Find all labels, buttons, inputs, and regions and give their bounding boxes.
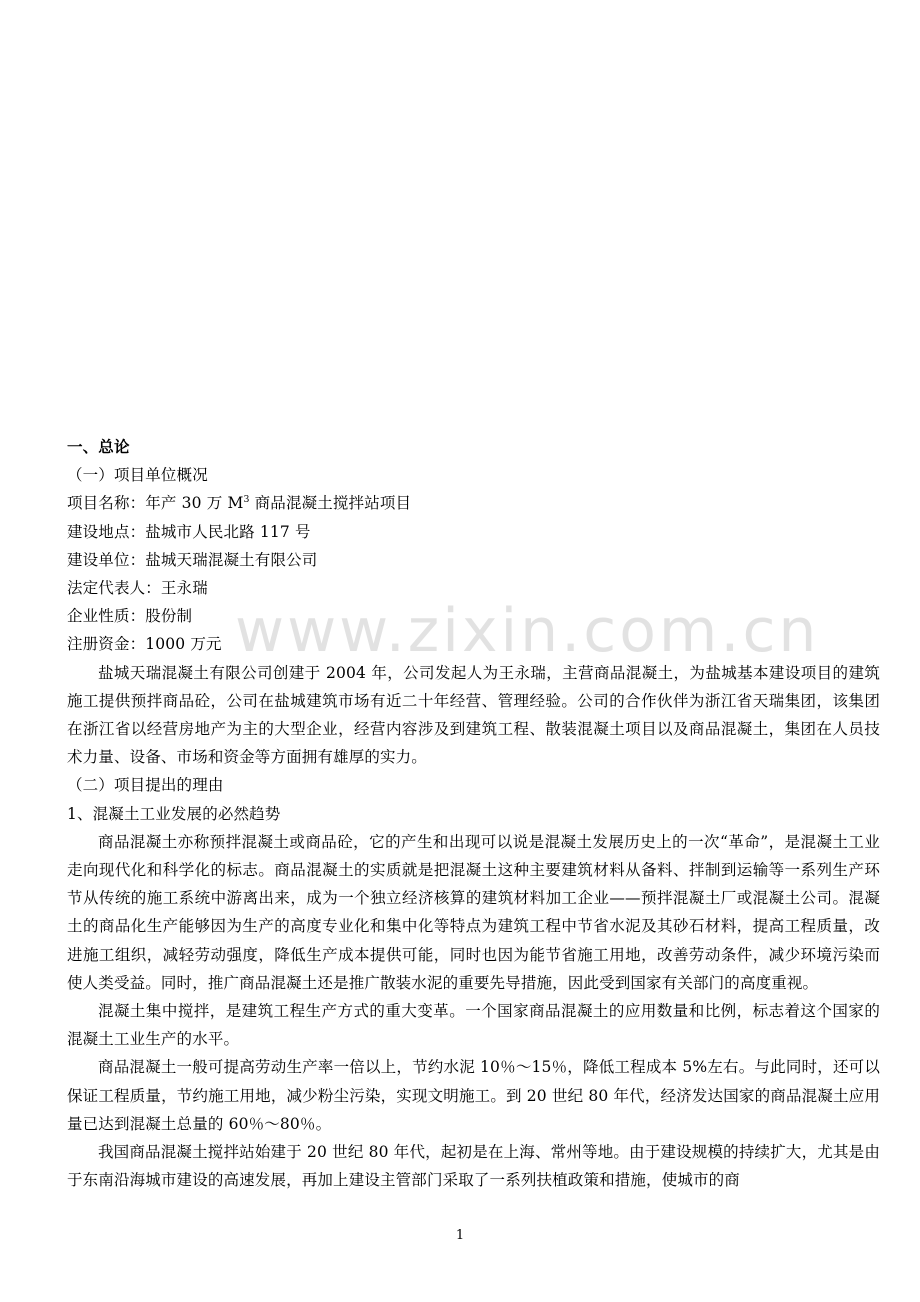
project-name-line [67,489,880,517]
page-number: 1 [455,1228,465,1243]
document-body [67,433,880,1194]
location-line: 建设地点：盐城市人民北路 117 号 [67,522,311,541]
project-name-value-suffix: 商品混凝土搅拌站项目 [249,494,412,513]
section-title: 一、总论 [67,437,130,456]
legal-rep-line: 法定代表人：王永瑞 [67,579,208,598]
superscript-3: 3 [243,494,250,506]
capital-line: 注册资金：1000 万元 [67,635,222,654]
paragraph-2: 混凝土集中搅拌，是建筑工程生产方式的重大变革。一个国家商品混凝土的应用数量和比例，标志着这个国家的混凝土工业生产的水平。 [67,1002,880,1049]
project-name-value: 年产 30 万 M [145,494,244,513]
watermark: www.zixin.com.cn [235,596,820,666]
builder-line: 建设单位：盐城天瑞混凝土有限公司 [67,550,318,569]
paragraph-4: 我国商品混凝土搅拌站始建于 20 世纪 80 年代，起初是在上海、常州等地。由于建设规模的持续扩大，尤其是由于东南沿海城市建设的高速发展，再加上建设主管部门采取了一系列扶植政策和措施，使城市的商 [67,1143,880,1190]
paragraph-3: 商品混凝土一般可提高劳动生产率一倍以上，节约水泥 10％～15％，降低工程成本 5%左右。与此同时，还可以保证工程质量，节约施工用地，减少粉尘污染，实现文明施工。到 20 世纪 80 年代，经济发达国家的商品混凝土应用量已达到混凝土总量的 60％～80％。 [67,1058,880,1133]
paragraph-1: 商品混凝土亦称预拌混凝土或商品砼，它的产生和出现可以说是混凝土发展历史上的一次“革命”，是混凝土工业走向现代化和科学化的标志。商品混凝土的实质就是把混凝土这种主要建筑材料从备料、拌制到运输等一系列生产环节从传统的施工系统中游离出来，成为一个独立经济核算的建筑材料加工企业——预拌混凝土厂或混凝土公司。混凝土的商品化生产能够因为生产的高度专业化和集中化等特点为建筑工程中节省水泥及其砂石材料，提高工程质量，改进施工组织，减轻劳动强度，降低生产成本提供可能，同时也因为能节省施工用地，改善劳动条件，减少环境污染而使人类受益。同时，推广商品混凝土还是推广散装水泥的重要先导措施，因此受到国家有关部门的高度重视。 [67,832,880,992]
subsection-title-2: （二）项目提出的理由 [67,776,224,795]
project-name-label: 项目名称： [67,494,146,513]
subsection-title-1: （一）项目单位概况 [67,466,208,485]
point-title-1: 1、混凝土工业发展的必然趋势 [67,804,281,823]
nature-line: 企业性质：股份制 [67,607,193,626]
company-paragraph: 盐城天瑞混凝土有限公司创建于 2004 年，公司发起人为王永瑞，主营商品混凝土，为盐城基本建设项目的建筑施工提供预拌商品砼，公司在盐城建筑市场有近二十年经营、管理经验。公司的合作伙伴为浙江省天瑞集团，该集团在浙江省以经营房地产为主的大型企业，经营内容涉及到建筑工程、散装混凝土项目以及商品混凝土，集团在人员技术力量、设备、市场和资金等方面拥有雄厚的实力。 [67,663,880,767]
